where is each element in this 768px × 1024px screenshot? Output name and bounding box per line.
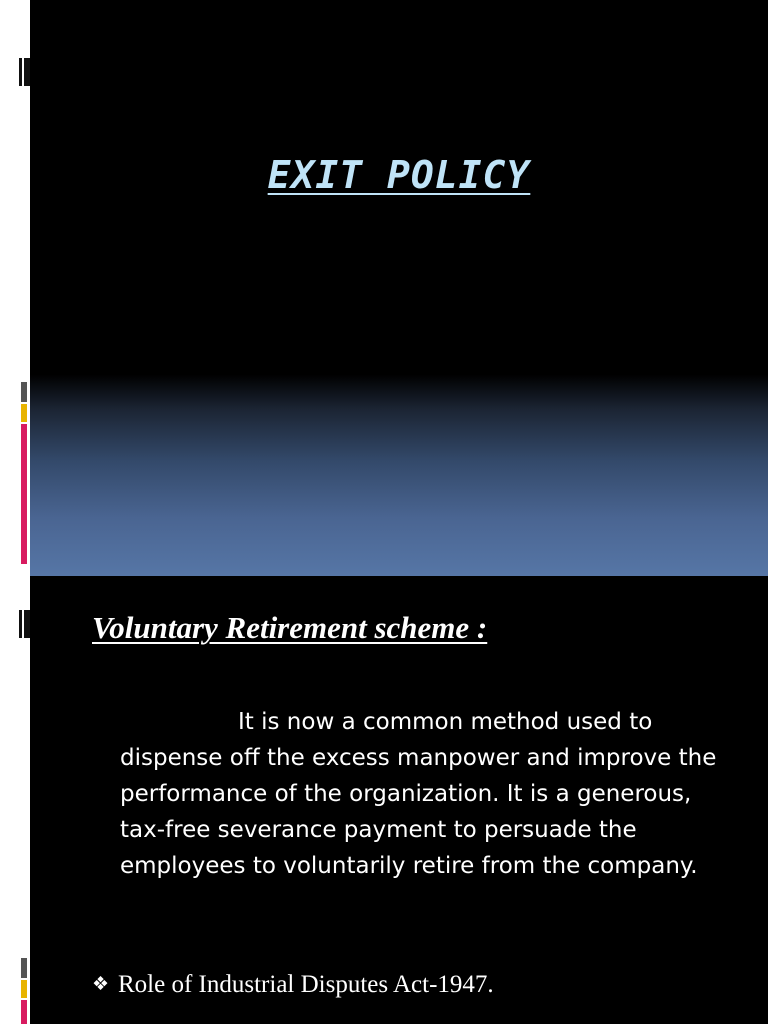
slide2-pink-accent bbox=[21, 1000, 27, 1024]
slide-title-text: EXIT POLICY bbox=[267, 153, 531, 197]
bullet-text: Role of Industrial Disputes Act-1947. bbox=[118, 971, 494, 998]
diamond-bullet-icon: ❖ bbox=[92, 974, 110, 995]
slide1-pink-accent bbox=[21, 424, 27, 564]
slide1-bracket-mark bbox=[19, 58, 22, 86]
slide1-gray-accent bbox=[21, 382, 27, 402]
slide2-bracket-mark bbox=[19, 610, 22, 638]
bullet-item bbox=[92, 971, 494, 999]
body-paragraph: It is now a common method used to dispense off the excess manpower and improve the performance of the organization. It is a generous, tax-free severance payment to persuade the employees to voluntarily retire from the company. bbox=[120, 709, 717, 879]
slide-title bbox=[30, 0, 768, 576]
left-margin-strip bbox=[0, 0, 30, 1024]
slide2-gold-accent bbox=[21, 980, 27, 998]
section-heading: Voluntary Retirement scheme : bbox=[92, 610, 488, 645]
slide1-gold-accent bbox=[21, 404, 27, 422]
slide2-gray-accent bbox=[21, 958, 27, 978]
slide-content bbox=[30, 576, 768, 1024]
